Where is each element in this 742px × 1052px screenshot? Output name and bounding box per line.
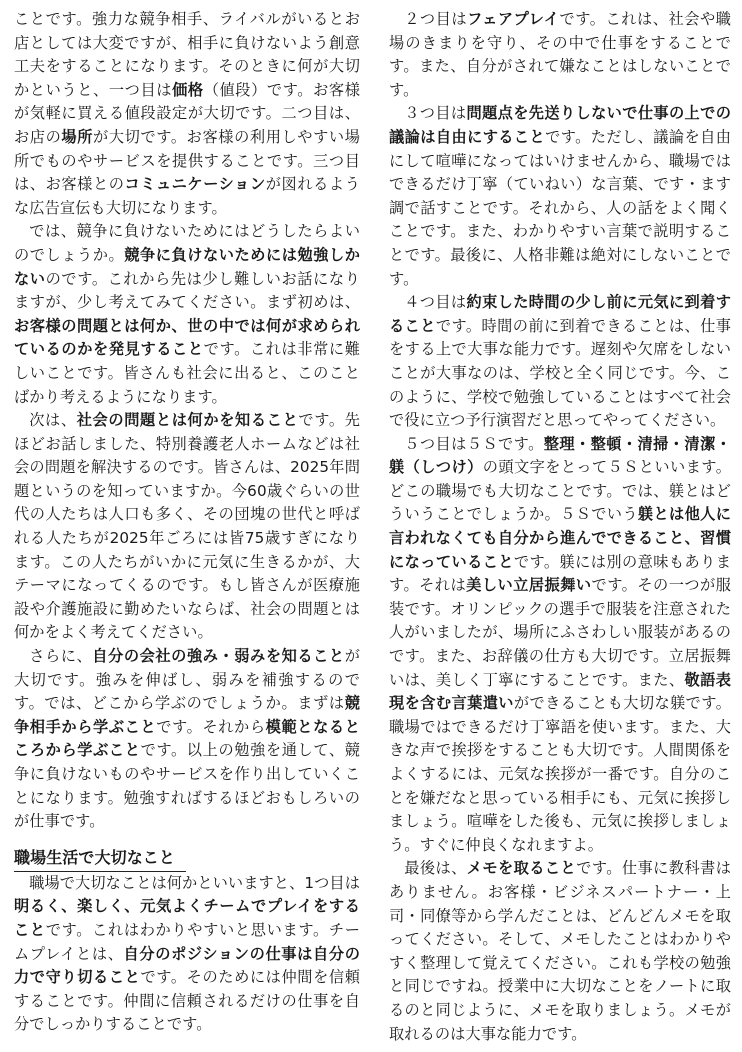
paragraph-strengths-weaknesses: さらに、自分の会社の強み・弱みを知ることが大切です。強みを伸ばし、弱みを補強するのです。では、どこから学ぶのでしょうか。まずは競争相手から学ぶことです。それから模範となるところから学ぶことです。以上の勉強を通して、競争に負けないものやサービスを作り出していくことになります。勉強すればするほどおもしろいのが仕事です。 <box>14 647 360 831</box>
section-heading: 職場生活で大切なこと <box>14 846 186 872</box>
right-column <box>389 8 731 1046</box>
paragraph-5s: ５つ目は５Ｓです。整理・整頓・清掃・清潔・躾（しつけ）の頭文字をとって５Ｓといいます。どこの職場でも大切なことです。では、躾とはどういうことでしょうか。５Ｓでいう躾とは他人に言われなくても自分から進んでできること、習慣になっていることです。躾には別の意味もあります。それは美しい立居振舞いです。その一つが服装です。オリンピックの選手で服装を注意された人がいましたが、場所にふさわしい服装があるのです。また、お辞儀の仕方も大切です。立居振舞いは、美しく丁寧にすることです。また、敬語表現を含む言葉遣いができることも大切な躾です。職場ではできるだけ丁寧語を使います。また、大きな声で挨拶をすることも大切です。人間関係をよくするには、元気な挨拶が一番です。自分のことを嫌だなと思っている相手にも、元気に挨拶しましょう。喧嘩をした後も、元気に挨拶しましょう。すぐに仲良くなれますよ。 <box>389 434 731 854</box>
paragraph-punctuality: ４つ目は約束した時間の少し前に元気に到着することです。時間の前に到着できることは、仕事をする上で大事な能力です。遅刻や欠席をしないことが大事なのは、学校と全く同じです。今、このように、学校で勉強していることはすべて社会で役に立つ予行演習だと思ってやってください。 <box>389 293 731 430</box>
paragraph-study: では、競争に負けないためにはどうしたらよいのでしょうか。競争に負けないためには勉強しかないのです。これから先は少し難しいお話になりますが、少し考えてみてください。まず初めは、お客様の問題とは何か、世の中では何が求められているのかを発見することです。これは非常に難しいことです。皆さんも社会に出ると、このことばかり考えるようになります。 <box>14 222 361 406</box>
paragraph-notes: 最後は、メモを取ることです。仕事に教科書はありません。お客様・ビジネスパートナー・上司・同僚等から学んだことは、どんどんメモを取ってください。そして、メモしたことはわかりやすく整理して覚えてください。これも学校の勉強と同じですね。授業中に大切なことをノートに取るのと同じように、メモを取りましょう。メモが取れるのは大事な能力です。 <box>389 859 731 1043</box>
paragraph-social-problems: 次は、社会の問題とは何かを知ることです。先ほどお話しました、特別養護老人ホームなどは社会の問題を解決するのです。皆さんは、2025年問題というのを知っていますか。今60歳ぐらいの世代の人たちは人口も多く、その団塊の世代と呼ばれる人たちが2025年ごろには皆75歳すぎになります。この人たちがいかに元気に生きるかが、大テーマになってくるのです。もし皆さんが医療施設や介護施設に勤めたいならば、社会の問題とは何かをよく考えてください。 <box>14 411 360 642</box>
paragraph-competition-factors: ことです。強力な競争相手、ライバルがいるとお店としては大変ですが、相手に負けないよう創意工夫をすることになります。そのときに何が大切かというと、一つ目は価格（値段）です。お客様が気軽に買える値段設定が大切です。二つ目は、お店の場所が大切です。お客様の利用しやすい場所でものやサービスを提供することです。三つ目は、お客様とのコミュニケーションが図れるような広告宣伝も大切になります。 <box>14 10 361 217</box>
paragraph-discussion: ３つ目は問題点を先送りしないで仕事の上での議論は自由にすることです。ただし、議論を自由にして喧嘩になってはいけませんから、職場ではできるだけ丁寧（ていねい）な言葉、です・ます調で話すことです。それから、人の話をよく聞くことです。また、わかりやすい言葉で説明することです。最後に、人格非難は絶対にしないことです。 <box>389 104 731 288</box>
paragraph-teamwork: 職場で大切なことは何かといいますと、1つ目は明るく、楽しく、元気よくチームでプレイをすることです。これはわかりやすいと思います。チームプレイとは、自分のポジションの仕事は自分の力で守り切ることです。そのためには仲間を信頼することです。仲間に信頼されるだけの仕事を自分でしっかりすることです。 <box>14 873 360 1034</box>
paragraph-fair-play: ２つ目はフェアプレイです。これは、社会や職場のきまりを守り、その中で仕事をすることです。また、自分がされて嫌なことはしないことです。 <box>389 10 731 99</box>
left-column <box>14 8 360 1037</box>
